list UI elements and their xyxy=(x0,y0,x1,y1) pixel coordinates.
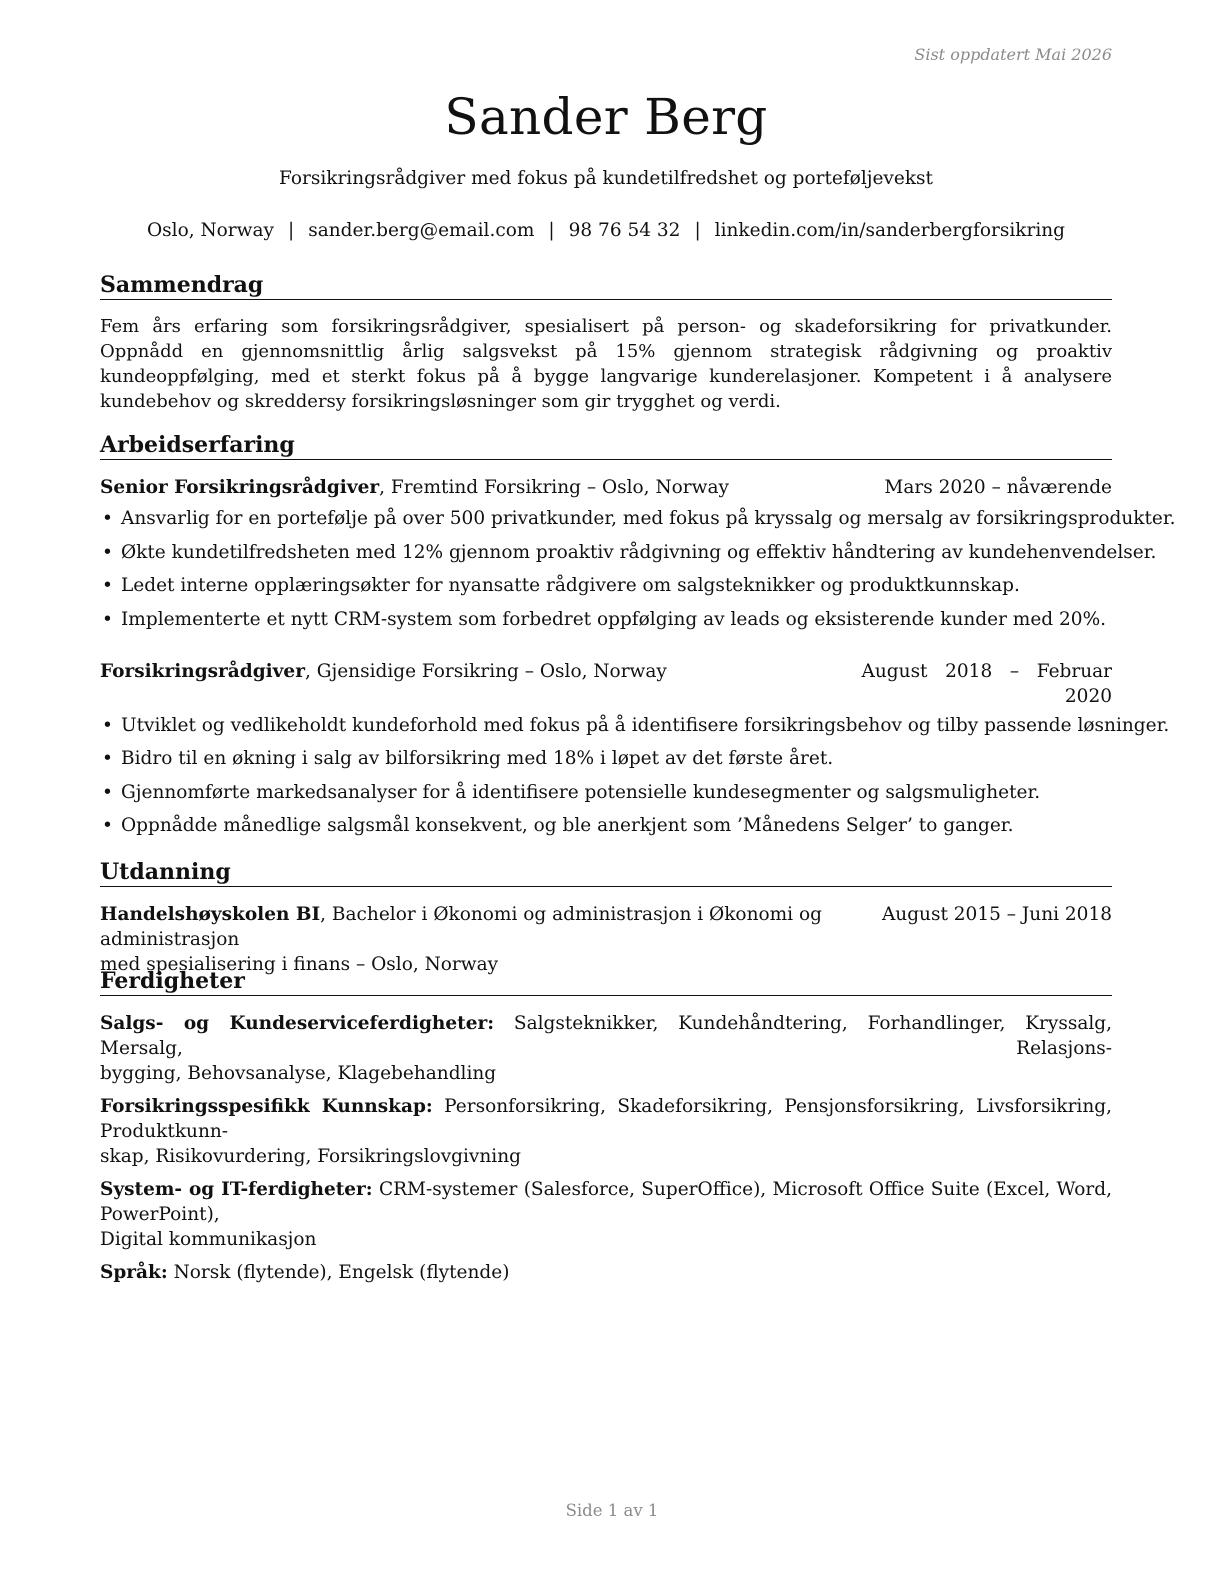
contact-email[interactable]: sander.berg@email.com xyxy=(308,220,535,241)
bullet-icon: • xyxy=(102,508,113,529)
skill-label: Språk: xyxy=(100,1262,168,1283)
skills-section xyxy=(100,967,1112,1293)
section-title: Ferdigheter xyxy=(100,967,1112,996)
section-title: Sammendrag xyxy=(100,271,1112,300)
degree: , Bachelor i Økonomi og administrasjon i Økonomi og administrasjon xyxy=(100,904,822,950)
separator: | xyxy=(694,220,701,241)
job-bullets xyxy=(100,713,1170,839)
job-company: , Fremtind Forsikring – Oslo, Norway xyxy=(379,477,729,498)
list-item: • Implementerte et nytt CRM-system som forbedret oppfølging av leads og eksisterende kunder med 20%. xyxy=(102,608,1107,630)
skill-label: Salgs- og Kundeserviceferdigheter: xyxy=(100,1013,495,1034)
summary-text: Fem års erfaring som forsikringsrådgiver, spesialisert på person- og skadeforsikring for privatkunder. Oppnådd en gjennomsnittlig årlig salgsvekst på 15% gjennom strategisk rådgivning og proaktiv kundeoppfølging, med et sterkt fokus på å bygge langvarige kunderelasjoner. Kompetent i å analysere kundebehov og skreddersy forsikringsløsninger som gir trygghet og verdi. xyxy=(100,316,1112,412)
skill-group: Forsikringsspesifikk Kunnskap: Personforsikring, Skadeforsikring, Pensjonsforsikring, Livsforsikring, Produktkunn- skap, Risikovurdering, Forsikringslovgivning xyxy=(100,1096,1112,1167)
candidate-name: Sander Berg xyxy=(444,88,768,146)
job-role: Forsikringsrådgiver xyxy=(100,660,305,682)
job-company: , Gjensidige Forsikring – Oslo, Norway xyxy=(304,660,667,682)
job-role: Senior Forsikringsrådgiver xyxy=(100,477,380,498)
list-item: • Gjennomførte markedsanalyser for å identifisere potensielle kundesegmenter og salgsmuligheter. xyxy=(102,781,1041,803)
list-item: • Ansvarlig for en portefølje på over 500 privatkunder, med fokus på kryssalg og mersalg av forsikringsprodukter. xyxy=(102,508,1176,529)
experience-section xyxy=(100,431,1176,847)
skill-group: System- og IT-ferdigheter: CRM-systemer (Salesforce, SuperOffice), Microsoft Office Suite (Excel, Word, PowerPoint), Digital kommunikasjon xyxy=(100,1179,1112,1250)
list-item: • Økte kundetilfredsheten med 12% gjennom proaktiv rådgivning og effektiv håndtering av kundehenvendelser. xyxy=(102,541,1157,563)
list-item: • Utviklet og vedlikeholdt kundeforhold med fokus på å identifisere forsikringsbehov og tilby passende løsninger. xyxy=(102,714,1170,736)
last-updated: Sist oppdatert Mai 2026 xyxy=(914,45,1112,64)
page-number: Side 1 av 1 xyxy=(565,1501,659,1520)
bullet-icon: • xyxy=(102,608,113,630)
resume-page xyxy=(100,0,1176,1584)
skill-group: Salgs- og Kundeserviceferdigheter: Salgsteknikker, Kundehåndtering, Forhandlinger, Kryssalg, Mersalg, Relasjons- bygging, Behovsanalyse, Klagebehandling xyxy=(100,1013,1112,1084)
list-item: • Bidro til en økning i salg av bilforsikring med 18% i løpet av det første året. xyxy=(102,748,834,769)
skill-label: Forsikringsspesifikk Kunnskap: xyxy=(100,1096,433,1117)
job-entry xyxy=(100,475,1176,632)
bullet-icon: • xyxy=(102,781,113,803)
bullet-icon: • xyxy=(102,541,113,563)
section-title: Arbeidserfaring xyxy=(100,431,1112,460)
bullet-icon: • xyxy=(102,748,113,769)
education-dates: August 2015 – Juni 2018 xyxy=(881,904,1112,925)
separator: | xyxy=(548,220,555,241)
contact-linkedin[interactable]: linkedin.com/in/sanderbergforsikring xyxy=(714,220,1065,241)
contact-phone: 98 76 54 32 xyxy=(568,220,681,241)
skill-group: Språk: Norsk (flytende), Engelsk (flytende) xyxy=(100,1262,510,1283)
list-item: • Oppnådde månedlige salgsmål konsekvent, og ble anerkjent som ’Månedens Selger’ to ganger. xyxy=(102,815,1014,836)
school-name: Handelshøyskolen BI xyxy=(100,904,321,925)
contact-line xyxy=(100,220,1112,241)
education-entry xyxy=(100,902,1112,977)
job-dates: Mars 2020 – nåværende xyxy=(884,477,1112,498)
bullet-icon: • xyxy=(102,714,113,736)
bullet-icon: • xyxy=(102,815,113,836)
job-entry xyxy=(100,659,1170,839)
job-bullets xyxy=(100,506,1176,632)
tagline: Forsikringsrådgiver med fokus på kundetilfredshet og porteføljevekst xyxy=(279,168,933,189)
job-header xyxy=(100,475,1112,500)
bullet-icon: • xyxy=(102,575,113,596)
education-section xyxy=(100,858,1112,977)
job-header xyxy=(100,659,1112,709)
summary-section xyxy=(100,271,1112,414)
separator: | xyxy=(287,220,295,241)
job-dates: August 2018 – Februar 2020 xyxy=(861,660,1112,707)
list-item: • Ledet interne opplæringsøkter for nyansatte rådgivere om salgsteknikker og produktkunnskap. xyxy=(102,575,1020,596)
contact-location: Oslo, Norway xyxy=(147,220,274,241)
section-title: Utdanning xyxy=(100,858,1112,887)
skill-label: System- og IT-ferdigheter: xyxy=(100,1179,373,1200)
degree-detail: med spesialisering i finans – Oslo, Norway xyxy=(100,954,499,975)
